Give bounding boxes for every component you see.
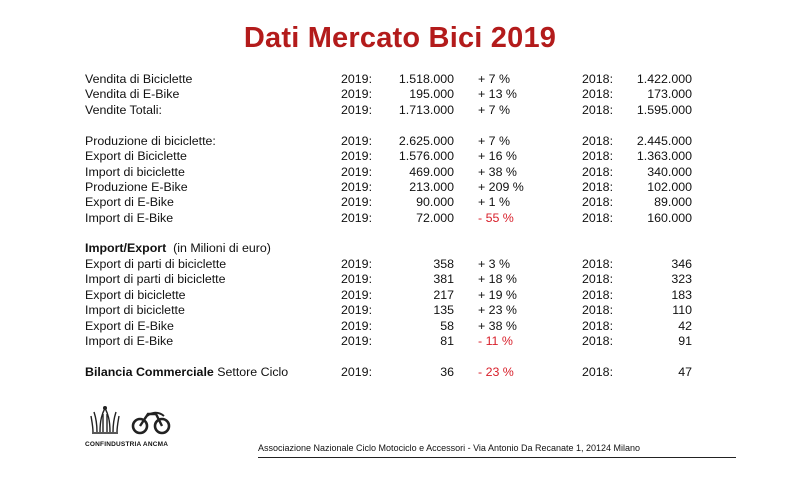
year-2019: 2019: <box>341 318 373 333</box>
row-label: Produzione E-Bike <box>85 179 188 194</box>
table-row <box>0 180 800 195</box>
year-2018: 2018: <box>582 272 614 287</box>
year-2019: 2019: <box>341 134 373 148</box>
value-2019: 217 <box>433 287 454 302</box>
value-2018: 1.595.000 <box>636 102 692 117</box>
section-note: (in Milioni di euro) <box>173 241 271 255</box>
year-2019: 2019: <box>341 164 373 179</box>
table-row <box>0 303 800 318</box>
value-2018: 160.000 <box>647 210 692 225</box>
table-row <box>0 319 800 334</box>
year-2018: 2018: <box>582 164 614 179</box>
table-row <box>0 72 800 87</box>
value-2018: 2.445.000 <box>636 134 692 148</box>
bilancia-label-bold: Bilancia Commerciale <box>85 365 214 379</box>
percent-change: + 7 % <box>478 102 511 117</box>
year-2018: 2018: <box>582 72 614 86</box>
value-2018: 89.000 <box>654 195 692 210</box>
page-title: Dati Mercato Bici 2019 <box>243 22 557 54</box>
percent-change: + 7 % <box>478 72 511 86</box>
value-2018: 346 <box>671 257 692 271</box>
percent-change: + 209 % <box>478 179 524 194</box>
percent-change: + 38 % <box>478 164 517 179</box>
row-label: Vendita di E-Bike <box>85 87 180 102</box>
row-label: Import di parti di biciclette <box>85 272 226 287</box>
year-2018: 2018: <box>582 149 614 164</box>
year-2018: 2018: <box>582 365 614 379</box>
year-2018: 2018: <box>582 303 614 318</box>
value-2019: 1.518.000 <box>398 72 454 86</box>
year-2018: 2018: <box>582 87 614 102</box>
value-2018: 1.422.000 <box>636 72 692 86</box>
year-2019: 2019: <box>341 87 373 102</box>
value-2018: 173.000 <box>647 87 692 102</box>
table-row <box>0 288 800 303</box>
table-row <box>0 165 800 180</box>
row-label: Import di biciclette <box>85 303 185 318</box>
row-label: Export di parti di biciclette <box>85 257 227 271</box>
percent-change: + 7 % <box>478 134 511 148</box>
percent-change: - 55 % <box>478 210 514 225</box>
value-2019: 358 <box>433 257 454 271</box>
value-2018: 42 <box>678 318 692 333</box>
percent-change: + 13 % <box>478 87 517 102</box>
section-heading: Import/Export <box>85 241 167 255</box>
value-2019: 72.000 <box>416 210 454 225</box>
bilancia-label-rest: Settore Ciclo <box>213 365 289 379</box>
percent-change: - 11 % <box>478 334 513 348</box>
year-2019: 2019: <box>341 149 373 164</box>
value-2018: 183 <box>671 287 692 302</box>
percent-change: - 23 % <box>478 365 514 379</box>
value-2019: 135 <box>433 303 454 318</box>
logo-caption: CONFINDUSTRIA ANCMA <box>85 441 169 448</box>
value-2019: 81 <box>440 334 454 348</box>
value-2018: 110 <box>672 303 692 318</box>
year-2018: 2018: <box>582 257 614 271</box>
year-2018: 2018: <box>582 318 614 333</box>
value-2019: 1.576.000 <box>398 149 454 164</box>
table-row <box>0 211 800 226</box>
bilancia-row <box>0 365 800 380</box>
confindustria-eagle-icon <box>88 404 122 438</box>
table-row <box>0 149 800 164</box>
value-2018: 91 <box>678 334 692 348</box>
value-2018: 323 <box>671 272 692 287</box>
row-label: Export di E-Bike <box>85 318 174 333</box>
motorcycle-icon <box>130 408 172 436</box>
year-2019: 2019: <box>341 303 373 318</box>
percent-change: + 19 % <box>478 287 517 302</box>
row-label: Import di E-Bike <box>85 334 174 348</box>
year-2019: 2019: <box>341 102 373 117</box>
row-label: Produzione di biciclette: <box>85 134 216 148</box>
value-2019: 90.000 <box>416 195 454 210</box>
footer-rule <box>258 457 736 458</box>
year-2019: 2019: <box>341 72 373 86</box>
percent-change: + 18 % <box>478 272 517 287</box>
table-row <box>0 257 800 272</box>
year-2018: 2018: <box>582 134 614 148</box>
percent-change: + 38 % <box>478 318 517 333</box>
section-import-export <box>85 241 271 256</box>
row-label: Export di E-Bike <box>85 195 174 210</box>
value-2019: 195.000 <box>409 87 454 102</box>
row-label: Export di biciclette <box>85 287 186 302</box>
year-2019: 2019: <box>341 334 373 348</box>
year-2019: 2019: <box>341 272 373 287</box>
year-2018: 2018: <box>582 334 614 348</box>
row-label: Vendita di Biciclette <box>85 72 193 86</box>
value-2018: 47 <box>678 365 692 379</box>
bilancia-label <box>85 365 288 380</box>
year-2019: 2019: <box>341 287 373 302</box>
year-2019: 2019: <box>341 257 373 271</box>
row-label: Vendite Totali: <box>85 102 162 117</box>
year-2019: 2019: <box>341 179 373 194</box>
year-2019: 2019: <box>341 365 373 379</box>
footer-address: Associazione Nazionale Ciclo Motociclo e Accessori - Via Antonio Da Recanate 1, 20124 Milano <box>258 443 641 453</box>
value-2019: 2.625.000 <box>398 134 454 148</box>
table-row <box>0 87 800 102</box>
table-row <box>0 103 800 118</box>
year-2018: 2018: <box>582 195 614 210</box>
table-row <box>0 334 800 349</box>
year-2018: 2018: <box>582 287 614 302</box>
percent-change: + 1 % <box>478 195 511 210</box>
row-label: Import di E-Bike <box>85 210 174 225</box>
year-2019: 2019: <box>341 195 373 210</box>
value-2019: 213.000 <box>409 179 454 194</box>
value-2019: 58 <box>440 318 454 333</box>
row-label: Import di biciclette <box>85 164 185 179</box>
value-2018: 1.363.000 <box>636 149 692 164</box>
table-row <box>0 272 800 287</box>
percent-change: + 3 % <box>478 257 511 271</box>
table-row <box>0 195 800 210</box>
percent-change: + 23 % <box>478 303 517 318</box>
row-label: Export di Biciclette <box>85 149 187 164</box>
percent-change: + 16 % <box>478 149 517 164</box>
value-2018: 102.000 <box>647 179 692 194</box>
year-2018: 2018: <box>582 179 614 194</box>
value-2019: 381 <box>433 272 454 287</box>
value-2019: 36 <box>440 365 454 379</box>
year-2019: 2019: <box>341 210 373 225</box>
value-2018: 340.000 <box>647 164 692 179</box>
year-2018: 2018: <box>582 210 614 225</box>
value-2019: 469.000 <box>409 164 454 179</box>
year-2018: 2018: <box>582 102 614 117</box>
table-row <box>0 134 800 149</box>
value-2019: 1.713.000 <box>398 102 454 117</box>
